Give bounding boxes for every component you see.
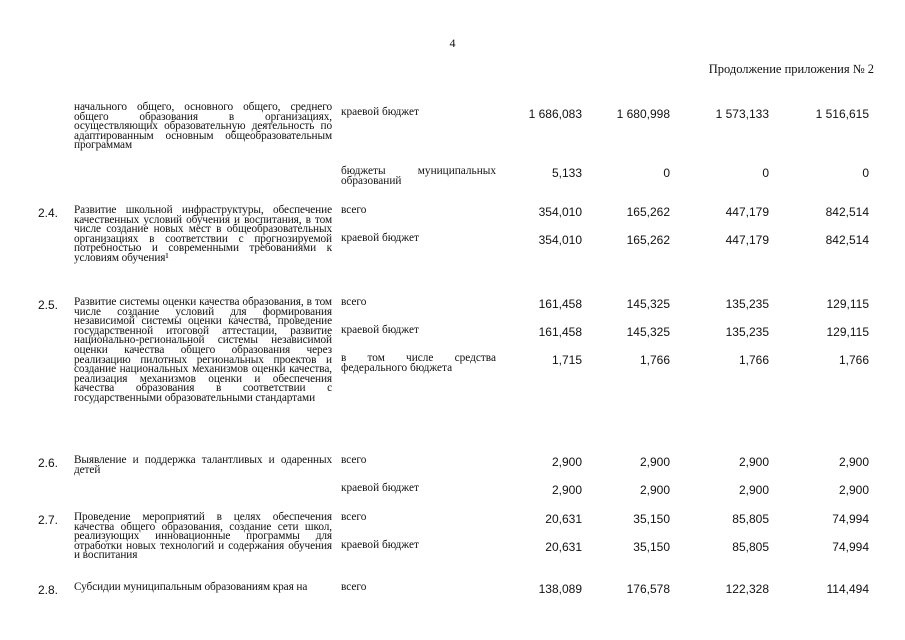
funding-line bbox=[0, 513, 905, 527]
amount-year-3: 0 bbox=[762, 166, 769, 180]
amount-year-2: 176,578 bbox=[626, 582, 670, 596]
amount-year-1: 138,089 bbox=[538, 582, 582, 596]
amount-year-3: 1,766 bbox=[738, 353, 769, 367]
amount-year-2: 2,900 bbox=[639, 455, 670, 469]
row-description: Проведение мероприятий в целях обеспечения качества общего образования, создание сети школ, реализующих инновационные программы для отработки новых технологий и содержания обучения и воспитания bbox=[74, 511, 332, 562]
amount-year-3: 122,328 bbox=[725, 582, 769, 596]
amount-year-1: 5,133 bbox=[551, 166, 582, 180]
amount-year-1: 2,900 bbox=[551, 483, 582, 497]
amount-year-1: 354,010 bbox=[538, 205, 582, 219]
amount-year-3: 2,900 bbox=[738, 455, 769, 469]
amount-year-2: 2,900 bbox=[639, 483, 670, 497]
row-number: 2.6. bbox=[38, 456, 59, 470]
amount-year-4: 114,494 bbox=[826, 582, 869, 596]
amount-year-4: 1,766 bbox=[838, 353, 869, 367]
amount-year-3: 2,900 bbox=[738, 483, 769, 497]
row-description: Развитие системы оценки качества образования, в том числе создание условий для формирования независимой системы оценки качества, проведение государственной итоговой аттестации, развитие национально-региональной системы независимой оценки качества общего образования через реализацию пилотных региональных проектов и создание национальных механизмов оценки качества, реализация механизмов оценки и обеспечения качества образования в соответствии с государственными образовательными стандартами bbox=[74, 296, 332, 404]
amount-year-3: 85,805 bbox=[732, 540, 769, 554]
row-number: 2.8. bbox=[38, 583, 59, 597]
funding-source: краевой бюджет bbox=[341, 324, 419, 336]
row-number: 2.5. bbox=[38, 298, 59, 312]
amount-year-4: 2,900 bbox=[838, 455, 869, 469]
amount-year-4: 2,900 bbox=[838, 483, 869, 497]
funding-line bbox=[0, 541, 905, 555]
amount-year-3: 1 573,133 bbox=[715, 107, 769, 121]
amount-year-4: 842,514 bbox=[825, 205, 869, 219]
funding-source: краевой бюджет bbox=[341, 106, 419, 118]
funding-line bbox=[0, 326, 905, 340]
amount-year-2: 35,150 bbox=[633, 540, 670, 554]
amount-year-2: 165,262 bbox=[626, 205, 670, 219]
amount-year-4: 0 bbox=[862, 166, 869, 180]
appendix-continuation-note: Продолжение приложения № 2 bbox=[708, 62, 874, 76]
amount-year-3: 135,235 bbox=[725, 297, 769, 311]
funding-line bbox=[0, 206, 905, 220]
amount-year-4: 1 516,615 bbox=[815, 107, 869, 121]
amount-year-1: 161,458 bbox=[538, 297, 582, 311]
funding-source: всего bbox=[341, 511, 367, 523]
page-number: 4 bbox=[449, 36, 456, 50]
amount-year-4: 74,994 bbox=[832, 540, 869, 554]
amount-year-1: 354,010 bbox=[538, 233, 582, 247]
row-number: 2.7. bbox=[38, 513, 59, 527]
amount-year-2: 1 680,998 bbox=[616, 107, 670, 121]
row-description: Субсидии муниципальным образованиям края на bbox=[74, 581, 308, 593]
funding-line bbox=[0, 165, 905, 187]
row-description: Развитие школьной инфраструктуры, обеспечение качественных условий обучения и воспитания, в том числе создание новых мест в общеобразовательных организациях в соответствии с прогнозируемой потребностью и современными требованиями к условиям обучения¹ bbox=[74, 204, 332, 264]
amount-year-1: 20,631 bbox=[545, 540, 582, 554]
row-number: 2.4. bbox=[38, 206, 59, 220]
amount-year-3: 85,805 bbox=[732, 512, 769, 526]
funding-source: всего bbox=[341, 581, 367, 593]
row-description: начального общего, основного общего, среднего общего образования в организациях, осуществляющих образовательную деятельность по адаптированным основным общеобразовательным программам bbox=[74, 101, 332, 152]
amount-year-4: 842,514 bbox=[825, 233, 869, 247]
amount-year-4: 129,115 bbox=[826, 297, 869, 311]
amount-year-2: 165,262 bbox=[626, 233, 670, 247]
funding-source: краевой бюджет bbox=[341, 539, 419, 551]
amount-year-2: 35,150 bbox=[633, 512, 670, 526]
funding-line bbox=[0, 456, 905, 470]
funding-source: в том числе средства федерального бюджета bbox=[341, 352, 496, 374]
amount-year-4: 74,994 bbox=[832, 512, 869, 526]
amount-year-1: 2,900 bbox=[551, 455, 582, 469]
funding-line bbox=[0, 298, 905, 312]
amount-year-2: 145,325 bbox=[626, 297, 670, 311]
funding-source: краевой бюджет bbox=[341, 232, 419, 244]
funding-line bbox=[0, 108, 905, 122]
amount-year-3: 447,179 bbox=[725, 205, 769, 219]
amount-year-1: 161,458 bbox=[538, 325, 582, 339]
amount-year-1: 1 686,083 bbox=[528, 107, 582, 121]
funding-line bbox=[0, 484, 905, 498]
amount-year-2: 1,766 bbox=[639, 353, 670, 367]
funding-line bbox=[0, 234, 905, 248]
funding-source: всего bbox=[341, 454, 367, 466]
amount-year-3: 135,235 bbox=[725, 325, 769, 339]
funding-source: бюджеты муниципальных образований bbox=[341, 165, 496, 187]
funding-line bbox=[0, 352, 905, 374]
amount-year-2: 0 bbox=[663, 166, 670, 180]
funding-source: всего bbox=[341, 296, 367, 308]
amount-year-1: 1,715 bbox=[551, 353, 582, 367]
amount-year-4: 129,115 bbox=[826, 325, 869, 339]
funding-source: краевой бюджет bbox=[341, 482, 419, 494]
amount-year-1: 20,631 bbox=[545, 512, 582, 526]
amount-year-3: 447,179 bbox=[725, 233, 769, 247]
funding-source: всего bbox=[341, 204, 367, 216]
row-description: Выявление и поддержка талантливых и одаренных детей bbox=[74, 454, 332, 476]
funding-line bbox=[0, 583, 905, 597]
amount-year-2: 145,325 bbox=[626, 325, 670, 339]
